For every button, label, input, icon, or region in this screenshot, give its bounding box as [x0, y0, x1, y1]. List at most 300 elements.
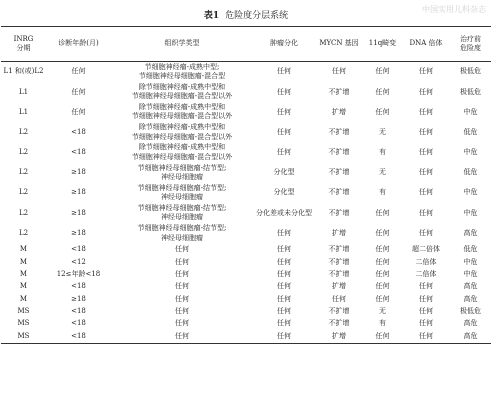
cell-line: 扩增: [332, 331, 346, 340]
cell-line: L1 和(或)L2: [3, 67, 44, 76]
cell-line: 节细胞神经母细胞瘤-混合型: [138, 72, 226, 81]
table-cell: [1, 203, 46, 223]
table-row: [1, 82, 491, 102]
cell-line: 任何: [419, 168, 433, 177]
cell-line: 任何: [277, 307, 291, 316]
cell-line: 极低危: [460, 87, 481, 96]
cell-line: 任何: [277, 294, 291, 303]
cell-line: 低危: [463, 245, 478, 254]
table-cell: [1, 82, 46, 102]
table-cell: [253, 82, 315, 102]
table-cell: [402, 183, 450, 203]
cell-line: 任何: [175, 282, 189, 291]
cell-line: MS: [17, 319, 30, 328]
cell-line: 任何: [277, 319, 291, 328]
cell-line: ≥18: [71, 168, 86, 177]
cell-line: 任何: [375, 87, 390, 96]
table-cell: [253, 123, 315, 143]
table-row: [1, 123, 491, 143]
column-header: [402, 27, 450, 62]
table-cell: [402, 244, 450, 256]
table-cell: [1, 268, 46, 280]
table-cell: [402, 143, 450, 163]
cell-line: 任何: [277, 107, 291, 116]
cell-line: 任何: [332, 67, 346, 76]
table-cell: [450, 123, 491, 143]
table-cell: [111, 123, 253, 143]
table-cell: [450, 143, 491, 163]
cell-line: <18: [71, 331, 86, 340]
table-cell: [450, 306, 491, 318]
table-cell: [315, 256, 363, 268]
cell-line: <18: [71, 282, 86, 291]
table-cell: [1, 143, 46, 163]
cell-line: L2: [18, 228, 29, 237]
cell-line: 任何: [375, 282, 390, 291]
table-cell: [363, 224, 402, 244]
cell-line: M: [19, 282, 28, 291]
table-row: [1, 318, 491, 330]
cell-line: 任何: [175, 331, 189, 340]
cell-line: 任何: [175, 257, 189, 266]
cell-line: L1: [18, 87, 29, 96]
table-cell: [1, 183, 46, 203]
table-cell: [450, 318, 491, 330]
cell-line: ≥18: [71, 228, 86, 237]
column-header: [253, 27, 315, 62]
cell-line: <18: [71, 319, 86, 328]
cell-line: 任何: [419, 127, 433, 136]
table-cell: [450, 293, 491, 305]
table-cell: [111, 143, 253, 163]
cell-line: 任何: [419, 307, 433, 316]
table-cell: [46, 256, 111, 268]
cell-line: 低危: [463, 127, 478, 136]
table-cell: [46, 268, 111, 280]
cell-line: 超二倍体: [412, 245, 440, 254]
cell-line: 任何: [277, 87, 291, 96]
table-cell: [363, 163, 402, 183]
table-cell: [315, 318, 363, 330]
table-row: [1, 224, 491, 244]
cell-line: 任何: [375, 269, 390, 278]
cell-line: 不扩增: [328, 188, 350, 197]
cell-line: 任何: [419, 294, 433, 303]
cell-line: 无: [379, 307, 386, 316]
cell-line: 高危: [463, 282, 478, 291]
table-cell: [402, 123, 450, 143]
cell-line: 极低危: [460, 67, 481, 76]
table-cell: [1, 256, 46, 268]
cell-line: 不扩增: [328, 245, 350, 254]
cell-line: 节细胞神经母细胞瘤-结节型;: [137, 183, 227, 192]
table-cell: [1, 293, 46, 305]
cell-line: 任何: [277, 67, 291, 76]
cell-line: 任何: [419, 319, 433, 328]
cell-line: 二倍体: [415, 257, 437, 266]
cell-line: 任何: [277, 127, 291, 136]
table-cell: [111, 62, 253, 83]
table-cell: [46, 224, 111, 244]
table-cell: [363, 330, 402, 343]
cell-line: 组织学类型: [164, 39, 200, 48]
cell-line: 任何: [175, 245, 189, 254]
table-row: [1, 102, 491, 122]
cell-line: 高危: [463, 319, 478, 328]
table-cell: [1, 224, 46, 244]
cell-line: 节细胞神经母细胞瘤-混合型以外: [131, 112, 233, 121]
cell-line: 中危: [463, 208, 478, 217]
table-cell: [315, 330, 363, 343]
cell-line: 分化差或未分化型: [256, 208, 312, 217]
table-row: [1, 143, 491, 163]
table-cell: [253, 244, 315, 256]
column-header: [450, 27, 491, 62]
table-cell: [253, 281, 315, 293]
cell-line: 任何: [419, 87, 433, 96]
cell-line: 节细胞神经母细胞瘤-混合型以外: [131, 132, 233, 141]
table-row: [1, 203, 491, 223]
table-cell: [402, 163, 450, 183]
table-cell: [315, 102, 363, 122]
table-cell: [111, 330, 253, 343]
table-row: [1, 62, 491, 83]
table-cell: [111, 306, 253, 318]
cell-line: 不扩增: [328, 148, 350, 157]
cell-line: 任何: [375, 208, 390, 217]
table-cell: [46, 123, 111, 143]
table-cell: [363, 306, 402, 318]
cell-line: 任何: [332, 294, 346, 303]
table-row: [1, 256, 491, 268]
table-cell: [315, 293, 363, 305]
table-cell: [363, 203, 402, 223]
table-cell: [46, 143, 111, 163]
table-cell: [46, 102, 111, 122]
table-cell: [46, 183, 111, 203]
table-cell: [450, 102, 491, 122]
table-cell: [46, 203, 111, 223]
table-cell: [402, 256, 450, 268]
cell-line: 中危: [463, 269, 478, 278]
table-cell: [111, 163, 253, 183]
cell-line: 节细胞神经母细胞瘤-结节型;: [137, 203, 227, 212]
table-cell: [363, 256, 402, 268]
cell-line: L2: [18, 208, 29, 217]
cell-line: L2: [18, 188, 29, 197]
table-cell: [253, 268, 315, 280]
table-cell: [450, 62, 491, 83]
table-cell: [111, 203, 253, 223]
table-cell: [363, 244, 402, 256]
cell-line: 高危: [463, 228, 478, 237]
cell-line: <18: [71, 307, 86, 316]
table-cell: [363, 268, 402, 280]
table-cell: [111, 82, 253, 102]
table-cell: [450, 183, 491, 203]
table-cell: [402, 268, 450, 280]
table-cell: [46, 163, 111, 183]
cell-line: MS: [17, 331, 30, 340]
cell-line: M: [19, 269, 28, 278]
table-cell: [111, 281, 253, 293]
table-cell: [402, 82, 450, 102]
cell-line: 任何: [375, 294, 390, 303]
table-cell: [253, 318, 315, 330]
table-cell: [253, 62, 315, 83]
cell-line: 任何: [375, 228, 390, 237]
cell-line: 无: [379, 168, 386, 177]
cell-line: ≥18: [71, 294, 86, 303]
table-cell: [111, 244, 253, 256]
table-cell: [315, 224, 363, 244]
cell-line: ≥18: [71, 208, 86, 217]
cell-line: 中危: [463, 148, 478, 157]
cell-line: 任何: [375, 107, 390, 116]
cell-line: 肿瘤分化: [270, 39, 298, 48]
cell-line: L1: [18, 107, 29, 116]
cell-line: 扩增: [332, 228, 346, 237]
table-cell: [315, 183, 363, 203]
table-cell: [315, 62, 363, 83]
cell-line: 任何: [175, 307, 189, 316]
cell-line: 节细胞神经瘤-成熟中型;: [144, 62, 220, 71]
table-cell: [315, 306, 363, 318]
table-cell: [253, 330, 315, 343]
cell-line: 任何: [71, 107, 86, 116]
table-cell: [450, 203, 491, 223]
table-cell: [253, 143, 315, 163]
cell-line: 极低危: [460, 307, 481, 316]
table-cell: [450, 224, 491, 244]
table-cell: [46, 318, 111, 330]
cell-line: 任何: [277, 282, 291, 291]
table-cell: [315, 203, 363, 223]
table-cell: [46, 62, 111, 83]
cell-line: 中危: [463, 188, 478, 197]
table-cell: [402, 224, 450, 244]
table-cell: [450, 163, 491, 183]
cell-line: M: [19, 245, 28, 254]
cell-line: 节细胞神经母细胞瘤-混合型以外: [131, 92, 233, 101]
table-cell: [111, 256, 253, 268]
cell-line: 除节细胞神经瘤-成熟中型和: [138, 82, 226, 91]
table-cell: [402, 203, 450, 223]
cell-line: MYCN 基因: [319, 39, 359, 48]
table-cell: [1, 244, 46, 256]
table-cell: [46, 306, 111, 318]
cell-line: M: [19, 257, 28, 266]
cell-line: 任何: [375, 331, 390, 340]
table-row: [1, 163, 491, 183]
table-cell: [363, 62, 402, 83]
cell-line: <12: [71, 257, 86, 266]
cell-line: 无: [379, 127, 386, 136]
cell-line: 分化型: [273, 168, 295, 177]
cell-line: L2: [18, 148, 29, 157]
cell-line: 任何: [419, 208, 433, 217]
cell-line: 二倍体: [415, 269, 437, 278]
table-cell: [253, 203, 315, 223]
table-cell: [111, 183, 253, 203]
table-cell: [1, 163, 46, 183]
table-cell: [450, 268, 491, 280]
table-cell: [1, 330, 46, 343]
table-cell: [450, 244, 491, 256]
cell-line: 神经母细胞瘤: [161, 193, 203, 202]
table-cell: [402, 281, 450, 293]
table-cell: [46, 293, 111, 305]
cell-line: 不扩增: [328, 87, 350, 96]
table-row: [1, 330, 491, 343]
cell-line: 任何: [277, 245, 291, 254]
table-cell: [46, 82, 111, 102]
table-cell: [363, 82, 402, 102]
table-cell: [46, 330, 111, 343]
cell-line: 有: [379, 148, 386, 157]
cell-line: 诊断年龄(月): [58, 39, 99, 48]
table-cell: [1, 123, 46, 143]
cell-line: 扩增: [332, 107, 346, 116]
cell-line: 除节细胞神经瘤-成熟中型和: [138, 143, 226, 152]
cell-line: 节细胞神经母细胞瘤-混合型以外: [131, 152, 233, 161]
cell-line: 不扩增: [328, 208, 350, 217]
table-cell: [253, 306, 315, 318]
table-cell: [363, 281, 402, 293]
cell-line: 任何: [175, 294, 189, 303]
table-cell: [450, 82, 491, 102]
table-caption-label: 表1: [203, 11, 220, 21]
cell-line: 任何: [375, 257, 390, 266]
table-cell: [315, 163, 363, 183]
column-header: [315, 27, 363, 62]
table-cell: [1, 306, 46, 318]
table-cell: [253, 293, 315, 305]
table-cell: [253, 224, 315, 244]
cell-line: 不扩增: [328, 307, 350, 316]
table-cell: [111, 318, 253, 330]
table-cell: [402, 62, 450, 83]
table-cell: [1, 62, 46, 83]
table-row: [1, 306, 491, 318]
table-cell: [315, 281, 363, 293]
table-cell: [402, 102, 450, 122]
cell-line: DNA 倍体: [409, 39, 443, 48]
column-header: [46, 27, 111, 62]
cell-line: 任何: [419, 188, 433, 197]
cell-line: L2: [18, 168, 29, 177]
cell-line: 12≤年龄<18: [56, 269, 101, 278]
cell-line: ≥18: [71, 188, 86, 197]
cell-line: 高危: [463, 331, 478, 340]
table-cell: [253, 102, 315, 122]
table-row: [1, 281, 491, 293]
table-cell: [1, 281, 46, 293]
table-cell: [315, 244, 363, 256]
cell-line: 任何: [277, 331, 291, 340]
cell-line: 任何: [375, 67, 390, 76]
cell-line: 任何: [419, 107, 433, 116]
table-cell: [253, 163, 315, 183]
table-cell: [363, 102, 402, 122]
table-cell: [315, 143, 363, 163]
cell-line: 任何: [175, 319, 189, 328]
table-cell: [111, 102, 253, 122]
table-cell: [1, 102, 46, 122]
table-cell: [315, 123, 363, 143]
table-cell: [363, 183, 402, 203]
cell-line: 除节细胞神经瘤-成熟中型和: [138, 102, 226, 111]
cell-line: 不扩增: [328, 269, 350, 278]
cell-line: 任何: [375, 245, 390, 254]
table-caption-title: 危险度分层系统: [225, 11, 289, 21]
table-cell: [363, 123, 402, 143]
table-cell: [111, 224, 253, 244]
cell-line: INRG: [13, 34, 34, 43]
cell-line: 任何: [277, 148, 291, 157]
cell-line: 任何: [175, 269, 189, 278]
column-header: [111, 27, 253, 62]
cell-line: M: [19, 294, 28, 303]
table-cell: [450, 256, 491, 268]
cell-line: 任何: [419, 148, 433, 157]
cell-line: 任何: [277, 269, 291, 278]
cell-line: 高危: [463, 294, 478, 303]
cell-line: 有: [379, 319, 386, 328]
risk-stratification-table: [1, 26, 491, 344]
cell-line: 扩增: [332, 282, 346, 291]
cell-line: 神经母细胞瘤: [161, 173, 203, 182]
cell-line: 分期: [16, 44, 31, 52]
cell-line: 神经母细胞瘤: [161, 213, 203, 222]
table-body: [1, 62, 491, 344]
cell-line: 有: [379, 188, 386, 197]
table-cell: [315, 268, 363, 280]
table-row: [1, 244, 491, 256]
table-cell: [450, 330, 491, 343]
table-cell: [450, 281, 491, 293]
cell-line: 不扩增: [328, 319, 350, 328]
cell-line: 中危: [463, 107, 478, 116]
cell-line: 任何: [419, 331, 433, 340]
table-caption: [0, 8, 492, 21]
cell-line: 低危: [463, 168, 478, 177]
cell-line: 神经母细胞瘤: [161, 233, 203, 242]
cell-line: 中危: [463, 257, 478, 266]
watermark: 中国实用儿科杂志: [422, 5, 486, 14]
cell-line: 任何: [277, 228, 291, 237]
cell-line: <18: [71, 148, 86, 157]
cell-line: 不扩增: [328, 257, 350, 266]
cell-line: L2: [18, 127, 29, 136]
cell-line: 治疗前: [460, 34, 481, 43]
column-header: [363, 27, 402, 62]
table-row: [1, 293, 491, 305]
cell-line: <18: [71, 245, 86, 254]
cell-line: 不扩增: [328, 168, 350, 177]
table-cell: [315, 82, 363, 102]
cell-line: 任何: [419, 228, 433, 237]
cell-line: 分化型: [273, 188, 295, 197]
cell-line: 任何: [71, 67, 86, 76]
column-header: [1, 27, 46, 62]
table-cell: [253, 183, 315, 203]
cell-line: 不扩增: [328, 127, 350, 136]
table-cell: [46, 281, 111, 293]
cell-line: 任何: [419, 67, 433, 76]
table-cell: [1, 318, 46, 330]
table-cell: [253, 256, 315, 268]
